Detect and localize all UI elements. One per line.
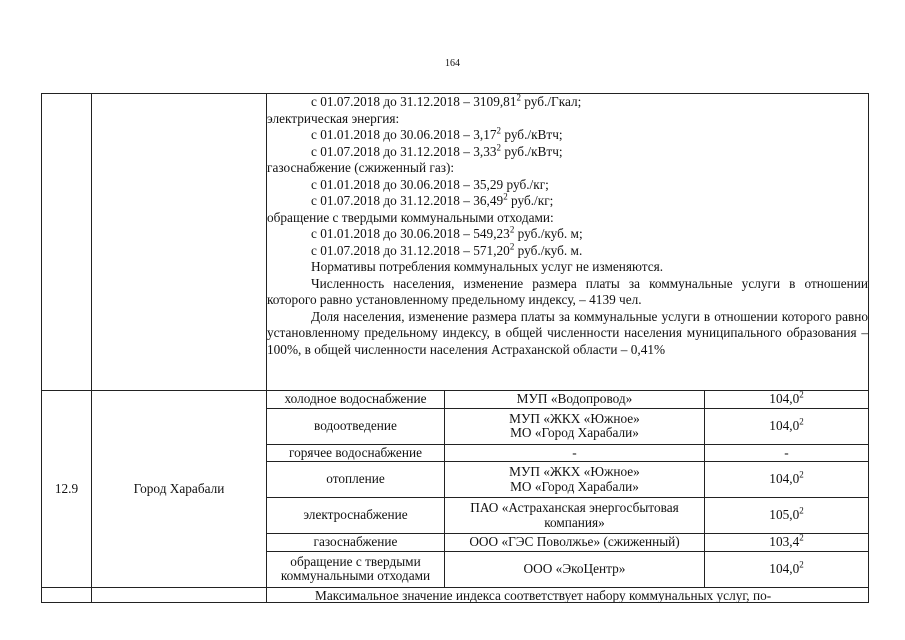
service-name: обращение с твердыми коммунальными отходами [267, 551, 445, 587]
bottom-text: Максимальное значение индекса соответствует набору коммунальных услуг, по- [315, 587, 772, 602]
footnote-mark: 2 [799, 559, 804, 570]
tariff-table [41, 93, 869, 603]
index-value: 104,0$^2$ [705, 462, 869, 498]
bottom-city-cell [92, 587, 267, 602]
provider-name: МУП «Водопровод» [445, 391, 705, 409]
footnote-mark: 2 [516, 92, 521, 103]
tariff-text-cell [267, 94, 869, 391]
index-value: 105,0$^2$ [705, 498, 869, 534]
tariff-line: газоснабжение (сжиженный газ): [267, 160, 455, 175]
tariff-line: с 01.07.2018 до 31.12.2018 – 36,49$^2$ руб./кг; [311, 191, 554, 208]
tariff-line: с 01.01.2018 до 30.06.2018 – 3,17$^2$ руб./кВтч; [311, 125, 563, 142]
footnote-mark: 2 [799, 469, 804, 480]
tariff-line: с 01.01.2018 до 30.06.2018 – 35,29 руб./кг; [311, 176, 549, 192]
footnote-mark: 2 [509, 224, 515, 235]
service-name: холодное водоснабжение [267, 391, 445, 409]
service-name: отопление [267, 462, 445, 498]
paragraph: Численность населения, изменение размера платы за коммунальные услуги в отношении которого равно установленному предельному индексу, – 4139 чел. [267, 275, 869, 307]
bottom-num-cell [42, 587, 92, 602]
prev-num-cell [42, 94, 92, 391]
tariff-line: с 01.07.2018 до 31.12.2018 – 3,33$^2$ руб./кВтч; [311, 142, 563, 159]
footnote-mark: 2 [799, 416, 804, 427]
footnote-mark: 2 [799, 532, 804, 543]
services-body [42, 391, 869, 588]
footnote-mark: 2 [503, 191, 508, 202]
tariff-line: обращение с твердыми коммунальными отходами: [267, 209, 554, 225]
footnote-mark: 2 [799, 505, 804, 516]
tariff-line: электрическая энергия: [267, 110, 400, 126]
prev-city-cell [92, 94, 267, 391]
provider-name: ООО «ГЭС Поволжье» (сжиженный) [445, 534, 705, 552]
municipality-name: Город Харабали [92, 391, 267, 588]
index-value: 103,4$^2$ [705, 534, 869, 552]
tariff-line: с 01.07.2018 до 31.12.2018 – 3109,81$^2$ руб./Гкал; [311, 92, 582, 109]
paragraph: Нормативы потребления коммунальных услуг не изменяются. [311, 259, 664, 274]
index-value: 104,0$^2$ [705, 408, 869, 444]
provider-name: ПАО «Астраханская энергосбытовая компания» [445, 498, 705, 534]
bottom-row [42, 587, 869, 602]
provider-name: МУП «ЖКХ «Южное» МО «Город Харабали» [445, 462, 705, 498]
provider-name: - [445, 444, 705, 462]
tariff-line: с 01.07.2018 до 31.12.2018 – 571,20$^2$ руб./куб. м. [311, 241, 583, 258]
bottom-text-cell [267, 587, 869, 602]
index-value: - [705, 444, 869, 462]
provider-name: МУП «ЖКХ «Южное» МО «Город Харабали» [445, 408, 705, 444]
paragraph: Доля населения, изменение размера платы за коммунальные услуги в отношении которого равно установленному предельному индексу, в общей численности населения муниципального образования – 100%, в общей численности населения Астраханской области – 0,41% [267, 308, 869, 357]
footnote-mark: 2 [496, 125, 502, 136]
index-value: 104,0$^2$ [705, 551, 869, 587]
index-value: 104,0$^2$ [705, 391, 869, 409]
service-name: водоотведение [267, 408, 445, 444]
row-number: 12.9 [42, 391, 92, 588]
footnote-mark: 2 [799, 389, 804, 400]
service-row [42, 391, 869, 409]
service-name: горячее водоснабжение [267, 444, 445, 462]
page-number: 164 [445, 58, 460, 69]
service-name: газоснабжение [267, 534, 445, 552]
service-name: электроснабжение [267, 498, 445, 534]
provider-name: ООО «ЭкоЦентр» [445, 551, 705, 587]
footnote-mark: 2 [496, 142, 502, 153]
previous-row-continuation [42, 94, 869, 391]
tariff-line: с 01.01.2018 до 30.06.2018 – 549,23$^2$ руб./куб. м; [311, 224, 583, 241]
footnote-mark: 2 [509, 241, 515, 252]
tariff-lines [267, 94, 868, 259]
